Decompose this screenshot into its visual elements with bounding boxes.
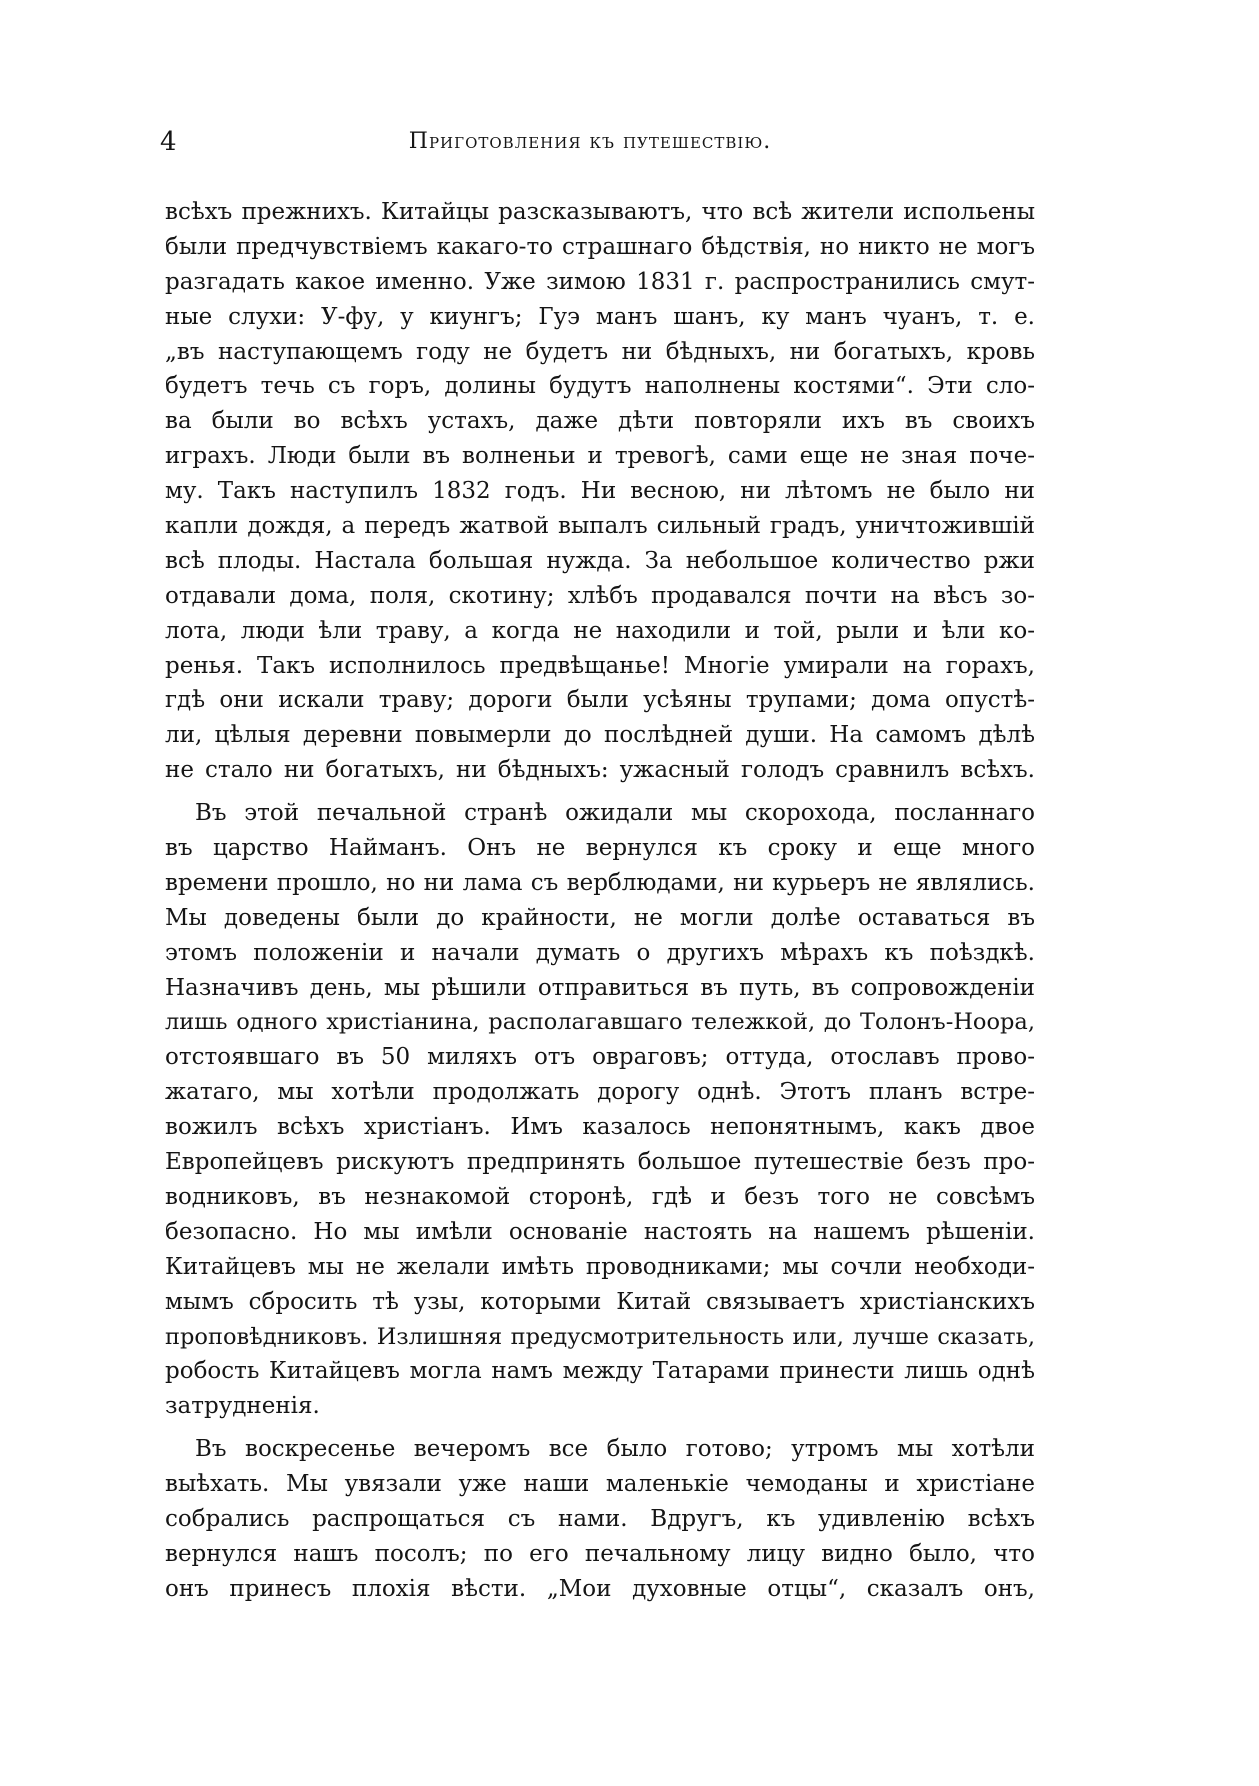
- text-line: будетъ течь съ горъ, долины будутъ наполнены костями“. Эти сло-: [165, 373, 1035, 400]
- text-line: ренья. Такъ исполнилось предвѣщанье! Многіе умирали на горахъ,: [165, 652, 1035, 679]
- text-line: собрались распрощаться съ нами. Вдругъ, къ удивленію всѣхъ: [165, 1505, 1035, 1532]
- text-line: му. Такъ наступилъ 1832 годъ. Ни весною, ни лѣтомъ не было ни: [165, 478, 1035, 505]
- text-line: ли, цѣлыя деревни повымерли до послѣдней души. На самомъ дѣлѣ: [165, 722, 1035, 749]
- text-line: этомъ положеніи и начали думать о другихъ мѣрахъ къ поѣздкѣ.: [165, 939, 1035, 966]
- text-line: вожилъ всѣхъ христіанъ. Имъ казалось непонятнымъ, какъ двое: [165, 1114, 1035, 1141]
- text-line: безопасно. Но мы имѣли основаніе настоять на нашемъ рѣшеніи.: [165, 1218, 1035, 1245]
- paragraph-3: [165, 1432, 1035, 1606]
- text-line: разгадать какое именно. Уже зимою 1831 г. распространились смут-: [165, 268, 1035, 295]
- text-line: Въ воскресенье вечеромъ все было готово; утромъ мы хотѣли: [195, 1436, 1035, 1463]
- text-line: мымъ сбросить тѣ узы, которыми Китай связываетъ христіанскихъ: [165, 1288, 1035, 1315]
- text-line: лота, люди ѣли траву, а когда не находили и той, рыли и ѣли ко-: [165, 617, 1035, 644]
- text-line: капли дождя, а передъ жатвой выпалъ сильный градъ, уничтожившій: [165, 513, 1035, 540]
- text-line: Китайцевъ мы не желали имѣть проводниками; мы сочли необходи-: [165, 1253, 1035, 1280]
- text-line: жатаго, мы хотѣли продолжать дорогу однѣ. Этотъ планъ встре-: [165, 1079, 1035, 1106]
- running-title: Приготовления къ путешествію.: [408, 129, 772, 154]
- text-line: ные слухи: У-фу, у киунгъ; Гуэ манъ шанъ, ку манъ чуанъ, т. е.: [165, 303, 1035, 330]
- paragraph-2: [165, 796, 1035, 1424]
- text-line: были предчувствіемъ какаго-то страшнаго бѣдствія, но никто не могъ: [165, 233, 1035, 260]
- text-line: въ царство Найманъ. Онъ не вернулся къ сроку и еще много: [165, 835, 1035, 862]
- text-line: выѣхать. Мы увязали уже наши маленькіе чемоданы и христіане: [165, 1471, 1035, 1498]
- text-line: ва были во всѣхъ устахъ, даже дѣти повторяли ихъ въ своихъ: [165, 408, 1035, 435]
- text-line: робость Китайцевъ могла намъ между Татарами принести лишь однѣ: [165, 1358, 1035, 1385]
- text-line: играхъ. Люди были въ волненьи и тревогѣ, сами еще не зная поче-: [165, 443, 1035, 470]
- text-line: Мы доведены были до крайности, не могли долѣе оставаться въ: [165, 904, 1035, 931]
- text-line: всѣхъ прежнихъ. Китайцы разсказываютъ, что всѣ жители испольены: [165, 199, 1035, 225]
- page-header: [160, 122, 1020, 162]
- text-line: проповѣдниковъ. Излишняя предусмотрительность или, лучше сказать,: [165, 1323, 1035, 1350]
- text-line: затрудненія.: [165, 1393, 320, 1420]
- paragraph-1: [165, 195, 1035, 788]
- text-line: Европейцевъ рискуютъ предпринять большое путешествіе безъ про-: [165, 1149, 1035, 1176]
- text-line: времени прошло, но ни лама съ верблюдами, ни курьеръ не являлись.: [165, 869, 1035, 896]
- text-line: водниковъ, въ незнакомой сторонѣ, гдѣ и безъ того не совсѣмъ: [165, 1183, 1035, 1210]
- text-line: „въ наступающемъ году не будетъ ни бѣдныхъ, ни богатыхъ, кровь: [165, 338, 1035, 365]
- text-line: Назначивъ день, мы рѣшили отправиться въ путь, въ сопровожденіи: [165, 974, 1035, 1001]
- text-line: Въ этой печальной странѣ ожидали мы скорохода, посланнаго: [195, 800, 1035, 827]
- text-line: онъ принесъ плохія вѣсти. „Мои духовные отцы“, сказалъ онъ,: [165, 1575, 1035, 1602]
- text-line: отдавали дома, поля, скотину; хлѣбъ продавался почти на вѣсъ зо-: [165, 582, 1035, 609]
- text-line: вернулся нашъ посолъ; по его печальному лицу видно было, что: [165, 1540, 1035, 1567]
- text-line: всѣ плоды. Настала большая нужда. За небольшое количество ржи: [165, 547, 1035, 574]
- text-line: отстоявшаго въ 50 миляхъ отъ овраговъ; оттуда, отославъ прово-: [165, 1044, 1035, 1071]
- body-text: [165, 195, 1035, 1615]
- text-line: лишь одного христіанина, располагавшаго тележкой, до Толонъ-Ноора,: [165, 1009, 1035, 1036]
- text-line: не стало ни богатыхъ, ни бѣдныхъ: ужасный голодъ сравнилъ всѣхъ.: [165, 757, 1035, 784]
- text-line: гдѣ они искали траву; дороги были усѣяны трупами; дома опустѣ-: [165, 687, 1035, 714]
- page-number: 4: [160, 127, 177, 157]
